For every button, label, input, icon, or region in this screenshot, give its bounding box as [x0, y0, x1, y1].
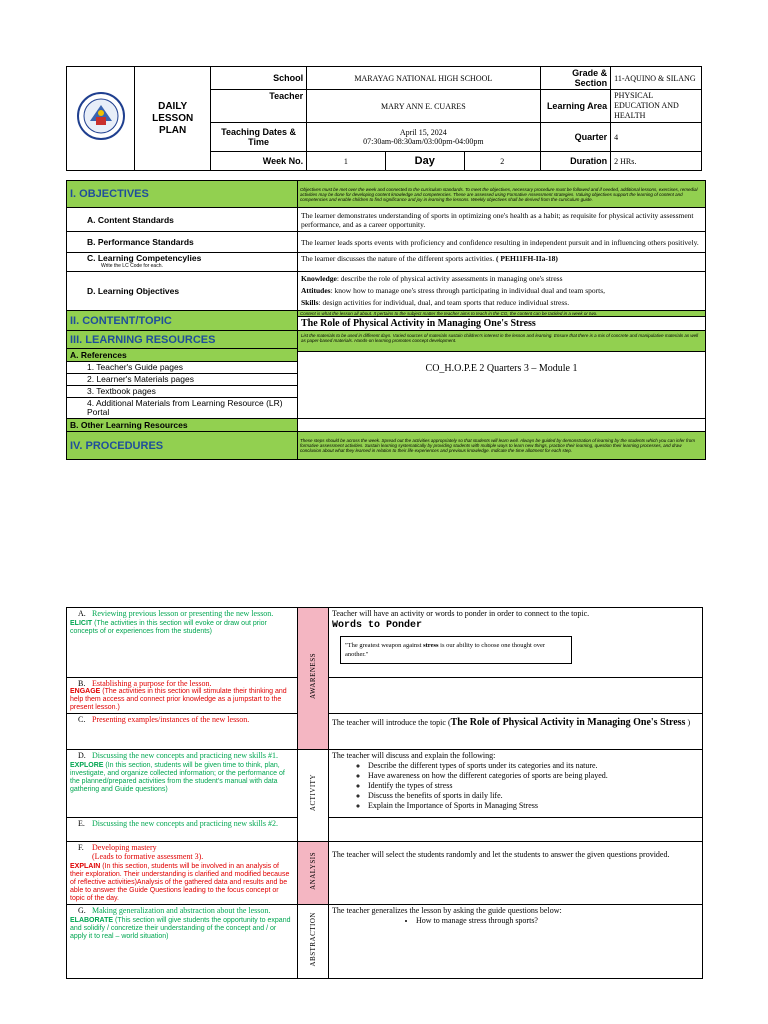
content-cell: [298, 311, 706, 331]
step-e-text: Discussing the new concepts and practicing new skills #2.: [92, 819, 278, 828]
step-g-content: [329, 905, 703, 979]
deped-seal-cell: [67, 67, 135, 171]
step-d-title: [70, 751, 294, 760]
step-c-letter: C.: [78, 715, 86, 724]
step-b-text: Establishing a purpose for the lesson.: [92, 679, 212, 688]
step-c-title: [70, 715, 294, 724]
step-b-title: [70, 679, 294, 688]
deped-seal-icon: [76, 91, 126, 141]
activity-phase: [298, 750, 329, 842]
day-label: Day: [385, 152, 464, 171]
skills-text: : design activities for individual, dual, and team sports that reduce individual stress.: [318, 298, 570, 307]
awareness-label: AWARENESS: [309, 653, 317, 699]
step-e-content: [329, 818, 703, 842]
step-c-text: Presenting examples/instances of the new lesson.: [92, 715, 250, 724]
step-f-text: Developing mastery: [92, 843, 157, 852]
performance-standards-value: The learner leads sports events with proficiency and confidence resulting in independent pursuit and in influencing others positively.: [298, 232, 706, 253]
abstraction-label: ABSTRACTION: [309, 911, 317, 967]
week-value: 1: [307, 152, 386, 171]
step-d-cell: [67, 750, 298, 818]
step-f-content: [329, 842, 703, 905]
resources-title: III. LEARNING RESOURCES: [67, 331, 298, 349]
quarter-label: Quarter: [540, 123, 611, 152]
step-a-content: [329, 608, 703, 678]
step-a-cell: [67, 608, 298, 678]
quote-text-1: "The greatest weapon against: [345, 642, 424, 649]
reference-item-1: 1. Teacher's Guide pages: [67, 362, 298, 374]
school-value: MARAYAG NATIONAL HIGH SCHOOL: [307, 67, 541, 90]
awareness-phase: [298, 608, 329, 750]
step-b-letter: B.: [78, 679, 86, 688]
engage-label: ENGAGE: [70, 688, 101, 695]
procedures-title: IV. PROCEDURES: [67, 432, 298, 460]
step-g-text: Making generalization and abstraction about the lesson.: [92, 906, 271, 915]
elaborate-label: ELABORATE: [70, 917, 114, 924]
objectives-title: I. OBJECTIVES: [67, 181, 298, 208]
duration-value: 2 HRs.: [611, 152, 702, 171]
content-standards-label: A. Content Standards: [67, 208, 298, 232]
quote-box: [340, 636, 572, 664]
attitudes-label: Attitudes: [301, 286, 331, 295]
time-text: 07:30am-08:30am/03:00pm-04:00pm: [363, 137, 484, 146]
objectives-note: Objectives must be met over the week and connected to the curriculum standards. To meet the objectives, necessary procedure must be followed and if needed, additional lessons, exercises, remedial activities may be done for developing content knowledge and competencies. These are assessed using Formative Assessment strategies. Valuing objectives support the learning of content and competencies and enable children to find significance and joy in learning the lessons. Weekly objectives shall be derived from the curriculum guide.: [298, 181, 706, 208]
lesson-procedures-table: [66, 607, 703, 979]
step-d-item-2: ◦ Have awareness on how the different categories of sports are being played.: [368, 771, 699, 781]
step-c-content-pre: The teacher will introduce the topic (: [332, 718, 451, 727]
step-d-item-5: ◦ Explain the Importance of Sports in Managing Stress: [368, 801, 699, 811]
analysis-phase: [298, 842, 329, 905]
content-note: Content is what the lesson all about. It pertains to the subject matter the teacher aims to teach in the CG, the content can be tackled in a week or two.: [298, 311, 705, 317]
knowledge-text: : describe the role of physical activity assessments in managing one's stress: [336, 274, 563, 283]
step-e-title: [70, 819, 294, 828]
objectives-table: [66, 180, 706, 460]
step-d-item-3: ◦ Identify the types of stress: [368, 781, 699, 791]
topic-title: The Role of Physical Activity in Managing One's Stress: [301, 318, 536, 329]
module-text: CO_H.O.P.E 2 Quarters 3 – Module 1: [425, 363, 578, 374]
step-a-letter: A.: [78, 609, 86, 618]
step-f-title: [70, 843, 294, 861]
teacher-value: MARY ANN E. CUARES: [307, 90, 541, 123]
grade-label: Grade & Section: [540, 67, 611, 90]
step-c-cell: [67, 714, 298, 750]
competency-sublabel: Write the LC Code for each.: [101, 263, 163, 269]
analysis-label: ANALYSIS: [309, 851, 317, 890]
elicit-label: ELICIT: [70, 620, 93, 627]
step-d-item-4: ◦ Discuss the benefits of sports in daily life.: [368, 791, 699, 801]
quarter-value: 4: [611, 123, 702, 152]
knowledge-row: [301, 273, 702, 285]
engage-desc: [70, 688, 294, 712]
step-d-content-text: The teacher will discuss and explain the following:: [332, 751, 496, 760]
references-label: A. References: [67, 349, 298, 362]
explain-text: (In this section, students will be involved in an analysis of their exploration. Their understanding is clarified and modified because of reflective activities)Analysis of the gathered data and results and be able to answer the Guide Questions leading to the focus concept or topic of the day.: [70, 863, 290, 902]
explore-label: EXPLORE: [70, 762, 104, 769]
header-table: [66, 66, 702, 171]
area-label: Learning Area: [540, 90, 611, 123]
step-a-title: [70, 609, 294, 618]
explore-desc: [70, 762, 294, 794]
competency-cell: [67, 253, 298, 272]
step-f-cell: [67, 842, 298, 905]
elaborate-desc: [70, 917, 294, 941]
step-g-list: [332, 916, 699, 926]
plan-title: [135, 67, 211, 171]
day-value: 2: [464, 152, 540, 171]
dates-value: [307, 123, 541, 152]
step-d-letter: D.: [78, 751, 86, 760]
step-c-topic: The Role of Physical Activity in Managing One's Stress: [450, 717, 686, 728]
step-b-cell: [67, 678, 298, 714]
date-text: April 15, 2024: [399, 128, 447, 137]
reference-item-2: 2. Learner's Materials pages: [67, 374, 298, 386]
step-g-cell: [67, 905, 298, 979]
attitudes-row: [301, 285, 702, 297]
step-e-letter: E.: [78, 819, 85, 828]
learning-objectives-label: D. Learning Objectives: [67, 272, 298, 311]
activity-label: ACTIVITY: [309, 774, 317, 812]
step-d-item-1: ◦ Describe the different types of sports under its categories and its nature.: [368, 761, 699, 771]
elicit-desc: [70, 620, 294, 636]
competency-code: ( PEH11FH-IIa-18): [496, 254, 558, 263]
step-c-content: [329, 714, 703, 750]
step-f-letter: F.: [78, 843, 84, 852]
step-d-text: Discussing the new concepts and practicing new skills #1.: [92, 751, 278, 760]
duration-label: Duration: [540, 152, 611, 171]
teacher-label: Teacher: [210, 90, 306, 123]
abstraction-phase: [298, 905, 329, 979]
attitudes-text: : know how to manage one's stress through participating in individual dual and team sports,: [330, 286, 606, 295]
dates-label: Teaching Dates & Time: [210, 123, 306, 152]
competency-text: The learner discusses the nature of the different sports activities.: [301, 254, 497, 263]
step-c-content-post: ): [685, 718, 691, 727]
competency-value: [298, 253, 706, 272]
skills-label: Skills: [301, 298, 319, 307]
step-f-sub: (Leads to formative assessment 3).: [92, 852, 204, 861]
resources-cell: [298, 331, 706, 419]
step-b-content: [329, 678, 703, 714]
procedures-note: These steps should be across the week. Spread out the activities appropriately so that students will learn well. Always be guided by demonstration of learning by the students which you can infer from formative assessment activities. Sustain learning systematically by providing students with multiple ways to learn new things, practice their learning, question their learning processes, and draw conclusion about what they learned in relation to their life experiences and previous knowledge. Indicate the time allotment for each step.: [298, 432, 706, 460]
elicit-text: (The activities in this section will evoke or draw out prior concepts of or experiences from the students): [70, 620, 267, 635]
step-g-title: [70, 906, 294, 915]
quote-text-2: is our ability to choose one thought over another.": [345, 642, 546, 658]
step-f-content-text: The teacher will select the students randomly and let the students to answer the given questions provided.: [332, 850, 670, 859]
resources-note: List the materials to be used in different days. Varied sources of materials sustain children's interest in the lesson and learning. Ensure that there is a mix of concrete and manipulative materials as well as paper-based materials. Hands-on learning promotes concept development.: [298, 331, 705, 352]
quote-bold: stress: [423, 642, 439, 649]
reference-item-4: 4. Additional Materials from Learning Resource (LR) Portal: [67, 398, 298, 419]
step-d-list: [332, 761, 699, 811]
area-value: PHYSICAL EDUCATION AND HEALTH: [611, 90, 702, 123]
week-label: Week No.: [210, 152, 306, 171]
skills-row: [301, 297, 702, 309]
step-g-item-1: • How to manage stress through sports?: [416, 916, 699, 926]
plan-title-text: DAILY LESSON PLAN: [152, 100, 194, 136]
step-g-letter: G.: [78, 906, 86, 915]
learning-objectives-value: [298, 272, 706, 311]
step-e-cell: [67, 818, 298, 842]
competency-label: C. Learning Competencylies: [87, 253, 202, 263]
other-resources-label: B. Other Learning Resources: [67, 419, 298, 432]
step-a-content-text: Teacher will have an activity or words to ponder in order to connect to the topic.: [332, 609, 590, 618]
engage-text: (The activities in this section will stimulate their thinking and help them access and connect prior knowledge as a jumpstart to the present lesson.): [70, 688, 287, 711]
grade-value: 11-AQUINO & SILANG: [611, 67, 702, 90]
reference-item-3: 3. Textbook pages: [67, 386, 298, 398]
other-resources-value: [298, 419, 706, 432]
content-standards-value: The learner demonstrates understanding of sports in optimizing one's health as a habit; as requisite for physical activity assessment performance, and as a career opportunity.: [298, 208, 706, 232]
explain-label: EXPLAIN: [70, 863, 101, 870]
elaborate-text: (This section will give students the opportunity to expand and solidify / concretize their understanding of the concept and / or apply it to real – world situation): [70, 917, 291, 940]
school-label: School: [210, 67, 306, 90]
ponder-title: Words to Ponder: [332, 620, 423, 631]
performance-standards-label: B. Performance Standards: [67, 232, 298, 253]
step-a-text: Reviewing previous lesson or presenting the new lesson.: [92, 609, 274, 618]
knowledge-label: Knowledge: [301, 274, 337, 283]
content-title: II. CONTENT/TOPIC: [67, 311, 298, 331]
step-g-content-text: The teacher generalizes the lesson by asking the guide questions below:: [332, 906, 562, 915]
explain-desc: [70, 863, 294, 903]
step-d-content: [329, 750, 703, 818]
explore-text: (In this section, students will be given time to think, plan, investigate, and organize collected information; or the performance of the planned/prepared activities from the student's manual with data gathering and Guide questions): [70, 762, 285, 793]
